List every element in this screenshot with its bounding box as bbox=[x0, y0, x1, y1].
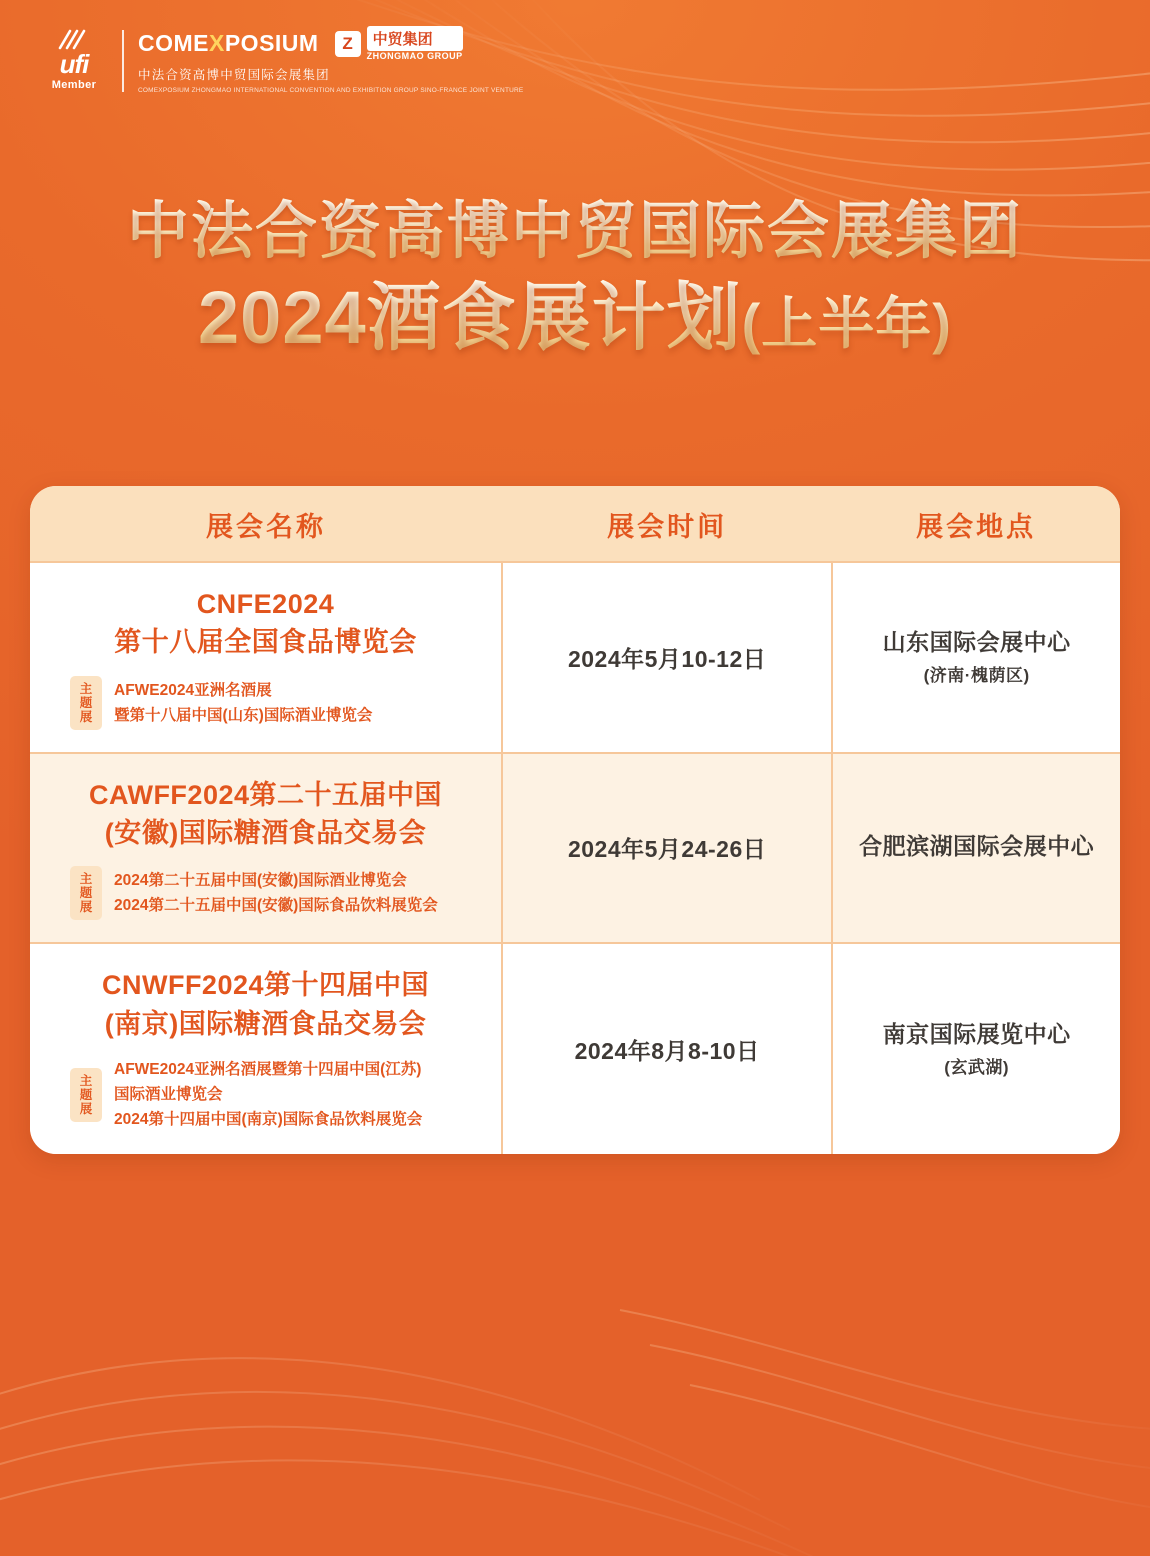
organizer-name-cn: 中法合资高博中贸国际会展集团 bbox=[138, 68, 330, 82]
theme-line: 2024第二十五届中国(安徽)国际食品饮料展览会 bbox=[114, 897, 438, 915]
theme-tag: 主题展 bbox=[70, 866, 102, 920]
comexposium-logo bbox=[138, 30, 319, 57]
title-line-1: 中法合资高博中贸国际会展集团 bbox=[0, 196, 1150, 267]
zhongmao-logo bbox=[335, 26, 463, 61]
comexposium-x: X bbox=[209, 30, 225, 56]
zhongmao-en-label: ZHONGMAO GROUP bbox=[366, 51, 463, 61]
theme-line: 2024第二十五届中国(安徽)国际酒业博览会 bbox=[114, 872, 407, 890]
theme-line: 暨第十八届中国(山东)国际酒业博览会 bbox=[114, 706, 373, 724]
theme-tag: 主题展 bbox=[70, 676, 102, 730]
event-place-cell bbox=[832, 943, 1120, 1154]
theme-line: AFWE2024亚洲名酒展 bbox=[114, 681, 272, 699]
event-title bbox=[48, 585, 483, 662]
theme-exhibits bbox=[48, 676, 483, 730]
ufi-bars-icon bbox=[54, 28, 94, 50]
exhibition-schedule-table bbox=[30, 486, 1120, 1154]
zhongmao-badge: 中贸集团 bbox=[367, 26, 463, 51]
event-time-cell: 2024年8月8-10日 bbox=[502, 943, 832, 1154]
column-header-time: 展会时间 bbox=[502, 486, 832, 562]
table-row bbox=[30, 943, 1120, 1154]
event-time-cell: 2024年5月24-26日 bbox=[502, 753, 832, 944]
event-title-line: CAWFF2024第二十五届中国 bbox=[88, 779, 442, 810]
poster-titles bbox=[0, 196, 1150, 360]
header-divider bbox=[122, 30, 124, 92]
theme-lines bbox=[114, 868, 438, 918]
theme-exhibits bbox=[48, 1057, 483, 1132]
event-place-sub: (济南·槐荫区) bbox=[923, 665, 1030, 685]
event-title bbox=[48, 966, 483, 1043]
column-header-place: 展会地点 bbox=[832, 486, 1120, 562]
column-header-name: 展会名称 bbox=[30, 486, 502, 562]
title-line-2 bbox=[198, 275, 952, 360]
title-line-2-paren: (上半年) bbox=[741, 292, 952, 356]
event-place-main: 山东国际会展中心 bbox=[882, 629, 1071, 656]
event-place-main: 合肥滨湖国际会展中心 bbox=[859, 833, 1095, 860]
theme-exhibits bbox=[48, 866, 483, 920]
theme-lines bbox=[114, 678, 372, 728]
ufi-member-label: Member bbox=[51, 79, 97, 91]
event-title-line: (南京)国际糖酒食品交易会 bbox=[104, 1008, 427, 1039]
event-place-main: 南京国际展览中心 bbox=[882, 1021, 1071, 1048]
zhongmao-mark-icon: Z bbox=[335, 31, 361, 57]
title-line-2-main: 2024酒食展计划 bbox=[198, 276, 742, 360]
schedule-table bbox=[30, 486, 1120, 1154]
comexposium-pre: COME bbox=[138, 30, 209, 56]
theme-tag: 主题展 bbox=[70, 1068, 102, 1122]
event-time-cell: 2024年5月10-12日 bbox=[502, 562, 832, 753]
theme-line: 2024第十四届中国(南京)国际食品饮料展览会 bbox=[114, 1111, 423, 1129]
partner-logos-row bbox=[138, 26, 523, 61]
table-row bbox=[30, 753, 1120, 944]
partner-logos bbox=[138, 26, 523, 94]
comexposium-post: POSIUM bbox=[224, 30, 319, 56]
table-header-row bbox=[30, 486, 1120, 562]
table-row bbox=[30, 562, 1120, 753]
event-title bbox=[48, 776, 483, 853]
event-title-line: (安徽)国际糖酒食品交易会 bbox=[104, 817, 427, 848]
event-title-line: CNFE2024 bbox=[196, 589, 335, 619]
theme-lines bbox=[114, 1057, 422, 1132]
theme-line: AFWE2024亚洲名酒展暨第十四届中国(江苏) bbox=[114, 1060, 422, 1078]
ufi-wordmark: ufi bbox=[59, 49, 89, 79]
ufi-member-logo bbox=[40, 26, 108, 91]
poster-header bbox=[40, 26, 523, 94]
event-place-sub: (玄武湖) bbox=[944, 1057, 1010, 1077]
schedule-table-body bbox=[30, 562, 1120, 1154]
event-name-cell bbox=[30, 562, 502, 753]
event-title-line: 第十八届全国食品博览会 bbox=[114, 627, 417, 658]
event-place-cell bbox=[832, 753, 1120, 944]
event-title-line: CNWFF2024第十四届中国 bbox=[101, 970, 429, 1001]
event-name-cell bbox=[30, 753, 502, 944]
organizer-name-en: COMEXPOSIUM ZHONGMAO INTERNATIONAL CONVENTION AND EXHIBITION GROUP SINO-FRANCE JOINT VENTURE bbox=[138, 87, 524, 94]
theme-line: 国际酒业博览会 bbox=[114, 1086, 223, 1104]
event-name-cell bbox=[30, 943, 502, 1154]
event-place-cell bbox=[832, 562, 1120, 753]
